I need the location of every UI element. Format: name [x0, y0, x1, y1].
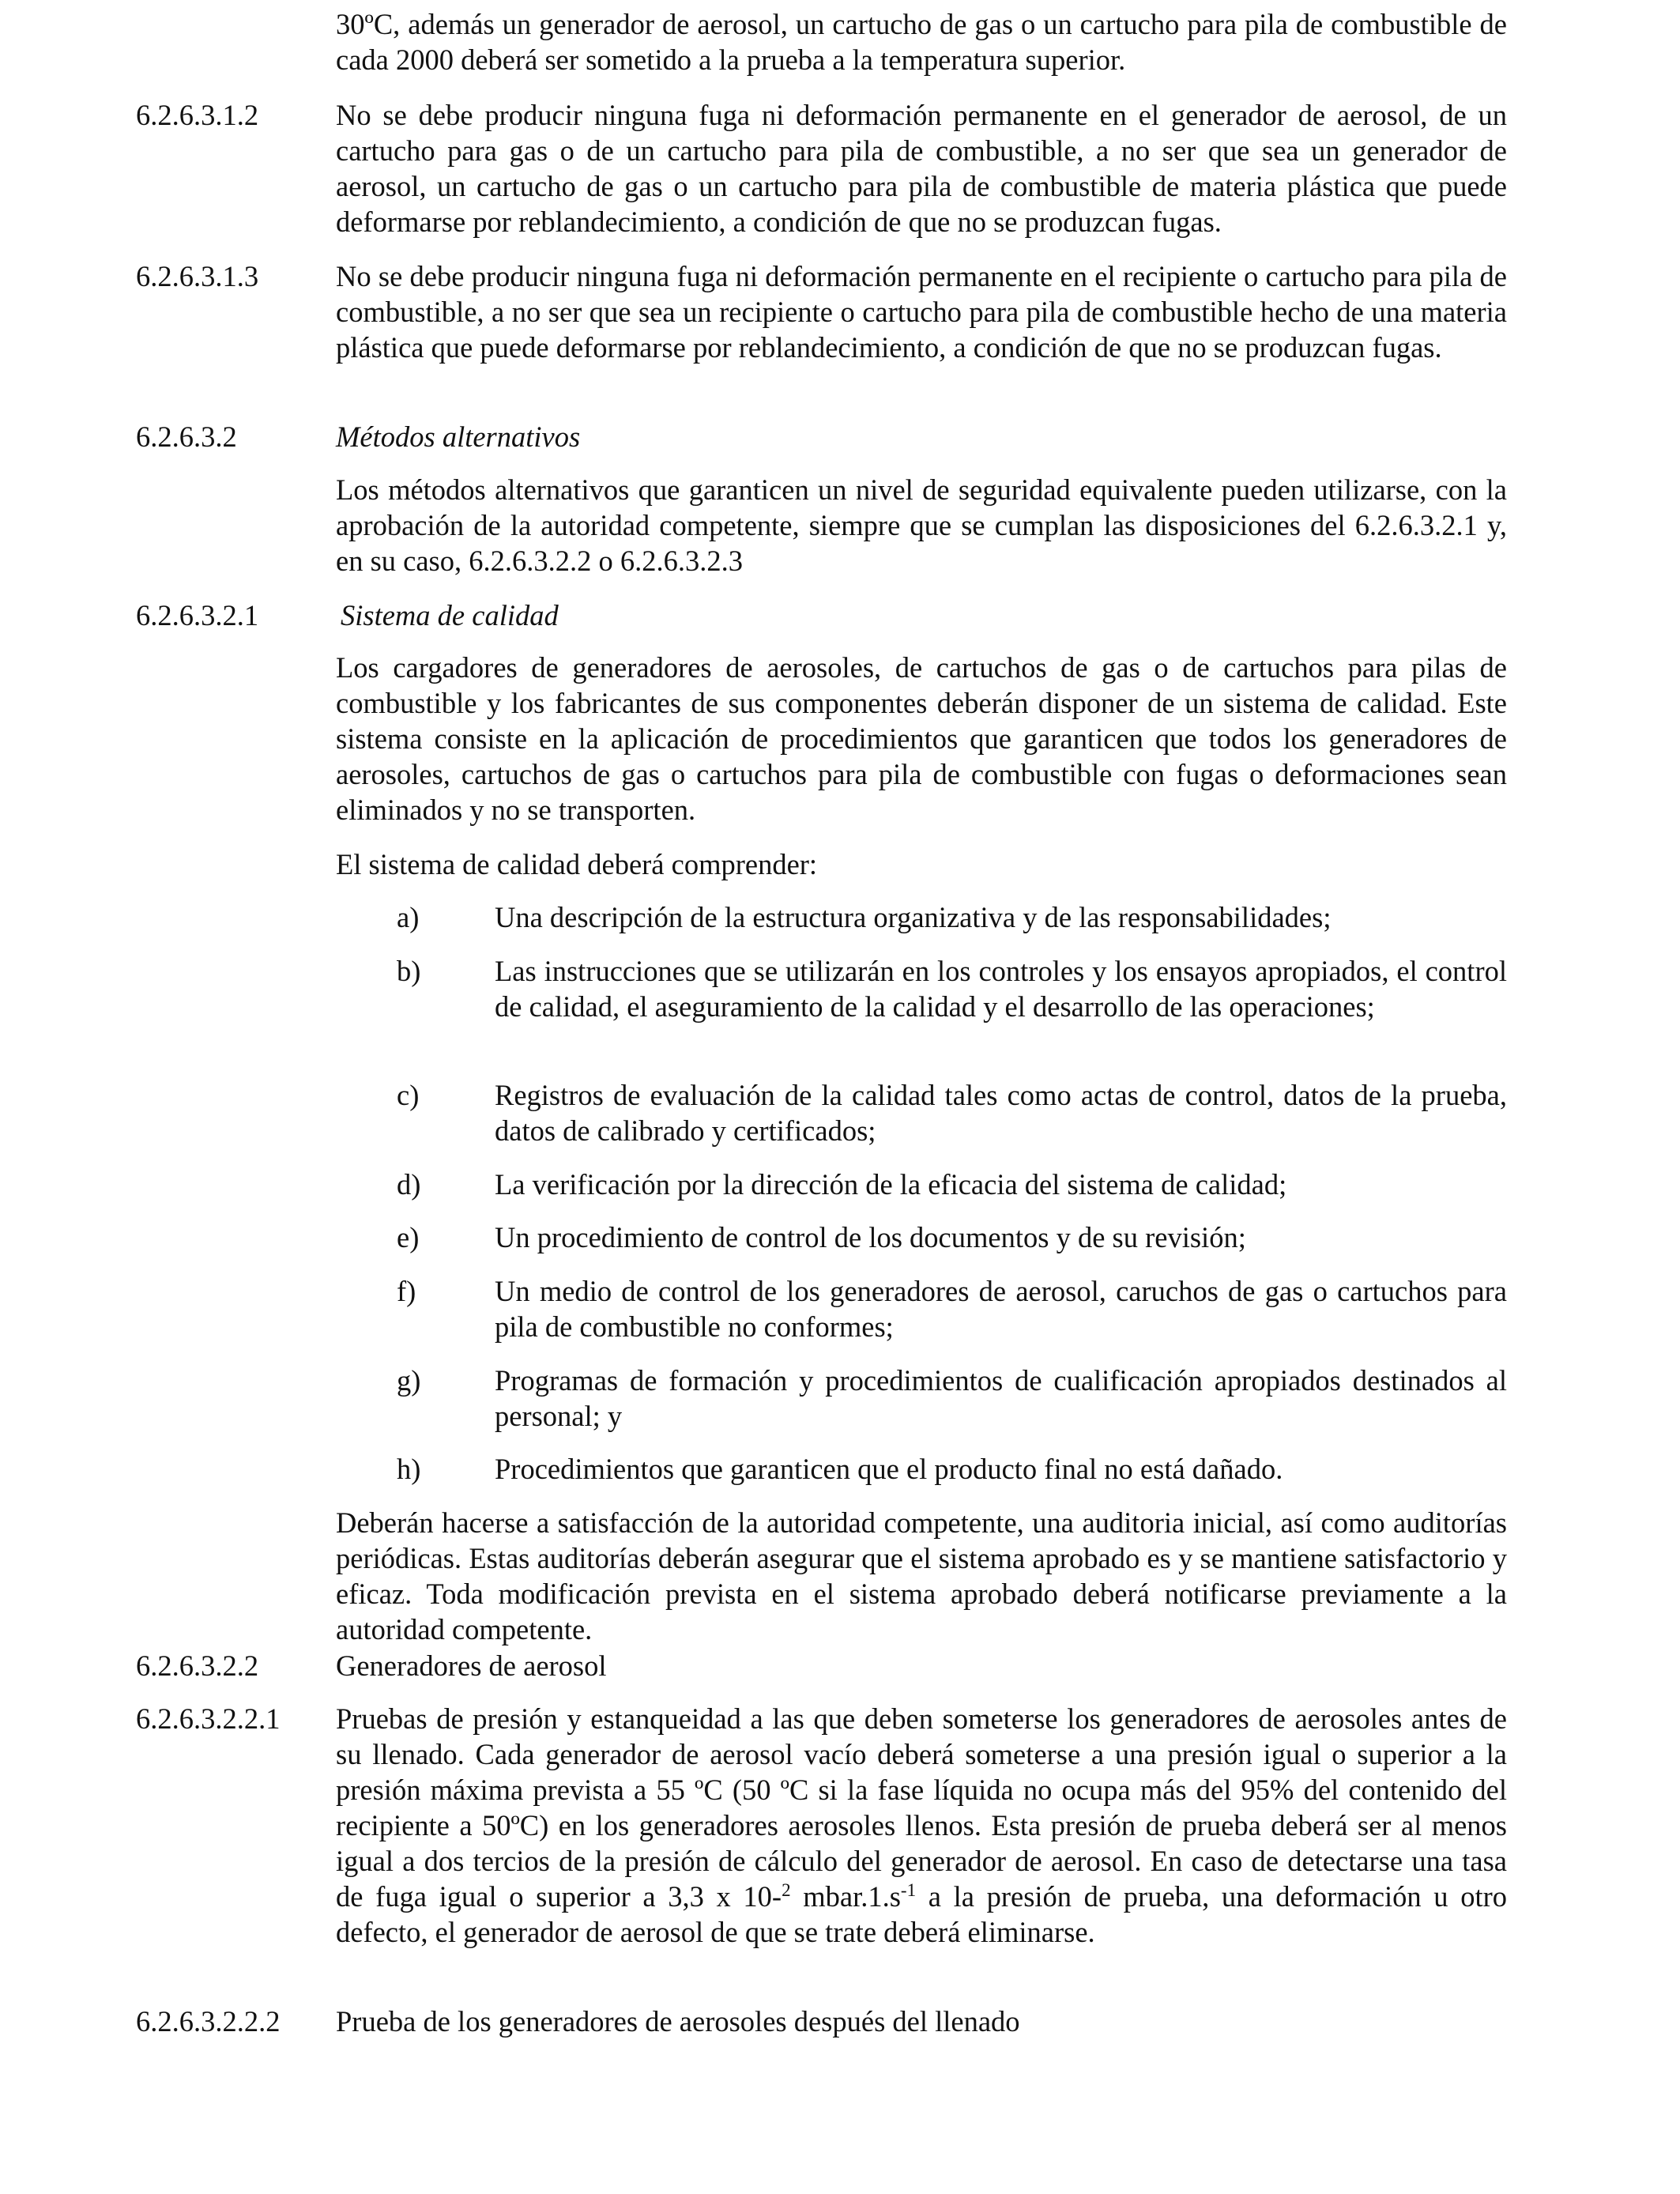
section-6-2-6-3-2-2-1 — [136, 1701, 1507, 1950]
list-item — [136, 1167, 1507, 1202]
quality-system-intro — [136, 846, 1507, 882]
list-text: Programas de formación y procedimientos de cualificación apropiados destinados al personal; y — [495, 1364, 1507, 1432]
section-number: 6.2.6.3.1.3 — [136, 260, 259, 292]
alternative-methods-paragraph — [136, 472, 1507, 579]
section-number: 6.2.6.3.2.2.1 — [136, 1702, 281, 1735]
paragraph-text: Deberán hacerse a satisfacción de la autoridad competente, una auditoria inicial, así como auditorías periódicas. Estas auditorías deberán asegurar que el sistema aprobado es y se mantiene satisfactorio y eficaz. Toda modificación prevista en el sistema aprobado deberá notificarse previamente a la autoridad competente. — [336, 1506, 1507, 1646]
paragraph-text: El sistema de calidad deberá comprender: — [336, 848, 818, 880]
list-text: Una descripción de la estructura organizativa y de las responsabilidades; — [495, 901, 1332, 933]
exponent: -1 — [900, 1880, 917, 1900]
text-part: mbar.1.s — [790, 1880, 901, 1913]
section-number: 6.2.6.3.2.2 — [136, 1649, 259, 1682]
continuation-paragraph — [136, 6, 1507, 77]
list-text: Registros de evaluación de la calidad tales como actas de control, datos de la prueba, datos de calibrado y certificados; — [495, 1079, 1507, 1147]
text-part: a la presión de prueba, una deformación u otro defecto, el generador de aerosol de que se trate deberá eliminarse. — [336, 1880, 1508, 1948]
section-text: No se debe producir ninguna fuga ni deformación permanente en el recipiente o cartucho para pila de combustible, a no ser que sea un recipiente o cartucho para pila de combustible hecho de una materia plástica que puede deformarse por reblandecimiento, a condición de que no se produzcan fugas. — [336, 260, 1507, 364]
list-item — [136, 1077, 1507, 1148]
section-text — [336, 1701, 1507, 1950]
audit-paragraph — [136, 1505, 1507, 1647]
list-label: e) — [397, 1221, 420, 1253]
list-text: Procedimientos que garanticen que el producto final no está dañado. — [495, 1453, 1283, 1485]
section-number: 6.2.6.3.1.2 — [136, 99, 259, 131]
list-item — [136, 899, 1507, 935]
list-item — [136, 1220, 1507, 1255]
section-6-2-6-3-2-2-2 — [136, 2004, 1507, 2039]
text-part: Pruebas de presión y estanqueidad a las que deben someterse los generadores de aerosoles antes de su llenado. Cada generador de aerosol vacío deberá someterse a una presión igual o superior a la presión máxima prevista a 55 ºC (50 ºC si la fase líquida no ocupa más del 95% del contenido del recipiente a 50ºC) en los generadores aerosoles llenos. Esta presión de prueba deberá ser al menos igual a dos tercios de la presión de cálculo del generador de aerosol. En caso de detectarse una tasa de fuga igual o superior a 3,3 x 10- — [336, 1702, 1507, 1913]
section-heading: Prueba de los generadores de aerosoles después del llenado — [336, 2005, 1020, 2038]
list-label: b) — [397, 955, 421, 987]
section-heading: Generadores de aerosol — [336, 1649, 607, 1682]
section-6-2-6-3-1-3 — [136, 258, 1507, 365]
list-label: a) — [397, 901, 420, 933]
list-item — [136, 953, 1507, 1024]
section-text: No se debe producir ninguna fuga ni deformación permanente en el generador de aerosol, de un cartucho para gas o de un cartucho para pila de combustible, a no ser que sea un generador de aerosol, un cartucho de gas o un cartucho para pila de combustible de materia plástica que puede deformarse por reblandecimiento, a condición de que no se produzcan fugas. — [336, 99, 1507, 238]
paragraph-text: Los métodos alternativos que garanticen un nivel de seguridad equivalente pueden utilizarse, con la aprobación de la autoridad competente, siempre que se cumplan las disposiciones del 6.2.6.3.2.1 y, en su caso, 6.2.6.3.2.2 o 6.2.6.3.2.3 — [336, 473, 1507, 577]
list-text: La verificación por la dirección de la eficacia del sistema de calidad; — [495, 1168, 1287, 1201]
section-6-2-6-3-1-2 — [136, 97, 1507, 239]
section-heading: Sistema de calidad — [341, 599, 559, 631]
list-item — [136, 1363, 1507, 1434]
list-item — [136, 1273, 1507, 1344]
section-6-2-6-3-2-2 — [136, 1648, 1507, 1683]
list-text: Un procedimiento de control de los documentos y de su revisión; — [495, 1221, 1246, 1253]
section-number: 6.2.6.3.2.2.2 — [136, 2005, 281, 2038]
exponent: 2 — [782, 1880, 791, 1900]
list-label: c) — [397, 1079, 420, 1111]
section-6-2-6-3-2-1 — [136, 598, 1507, 633]
paragraph-text: 30ºC, además un generador de aerosol, un cartucho de gas o un cartucho para pila de combustible de cada 2000 deberá ser sometido a la prueba a la temperatura superior. — [336, 8, 1507, 76]
section-number: 6.2.6.3.2.1 — [136, 599, 259, 631]
list-label: f) — [397, 1275, 416, 1307]
quality-system-paragraph — [136, 650, 1507, 827]
section-heading: Métodos alternativos — [336, 420, 581, 453]
section-number: 6.2.6.3.2 — [136, 420, 237, 453]
list-label: g) — [397, 1364, 421, 1397]
list-label: h) — [397, 1453, 421, 1485]
list-text: Las instrucciones que se utilizarán en los controles y los ensayos apropiados, el control de calidad, el aseguramiento de la calidad y el desarrollo de las operaciones; — [495, 955, 1507, 1023]
list-item — [136, 1451, 1507, 1487]
section-6-2-6-3-2 — [136, 419, 1507, 454]
list-label: d) — [397, 1168, 421, 1201]
paragraph-text: Los cargadores de generadores de aerosoles, de cartuchos de gas o de cartuchos para pilas de combustible y los fabricantes de sus componentes deberán disponer de un sistema de calidad. Este sistema consiste en la aplicación de procedimientos que garanticen que todos los generadores de aerosoles, cartuchos de gas o cartuchos para pila de combustible con fugas o deformaciones sean eliminados y no se transporten. — [336, 651, 1507, 826]
list-text: Un medio de control de los generadores de aerosol, caruchos de gas o cartuchos para pila de combustible no conformes; — [495, 1275, 1507, 1343]
